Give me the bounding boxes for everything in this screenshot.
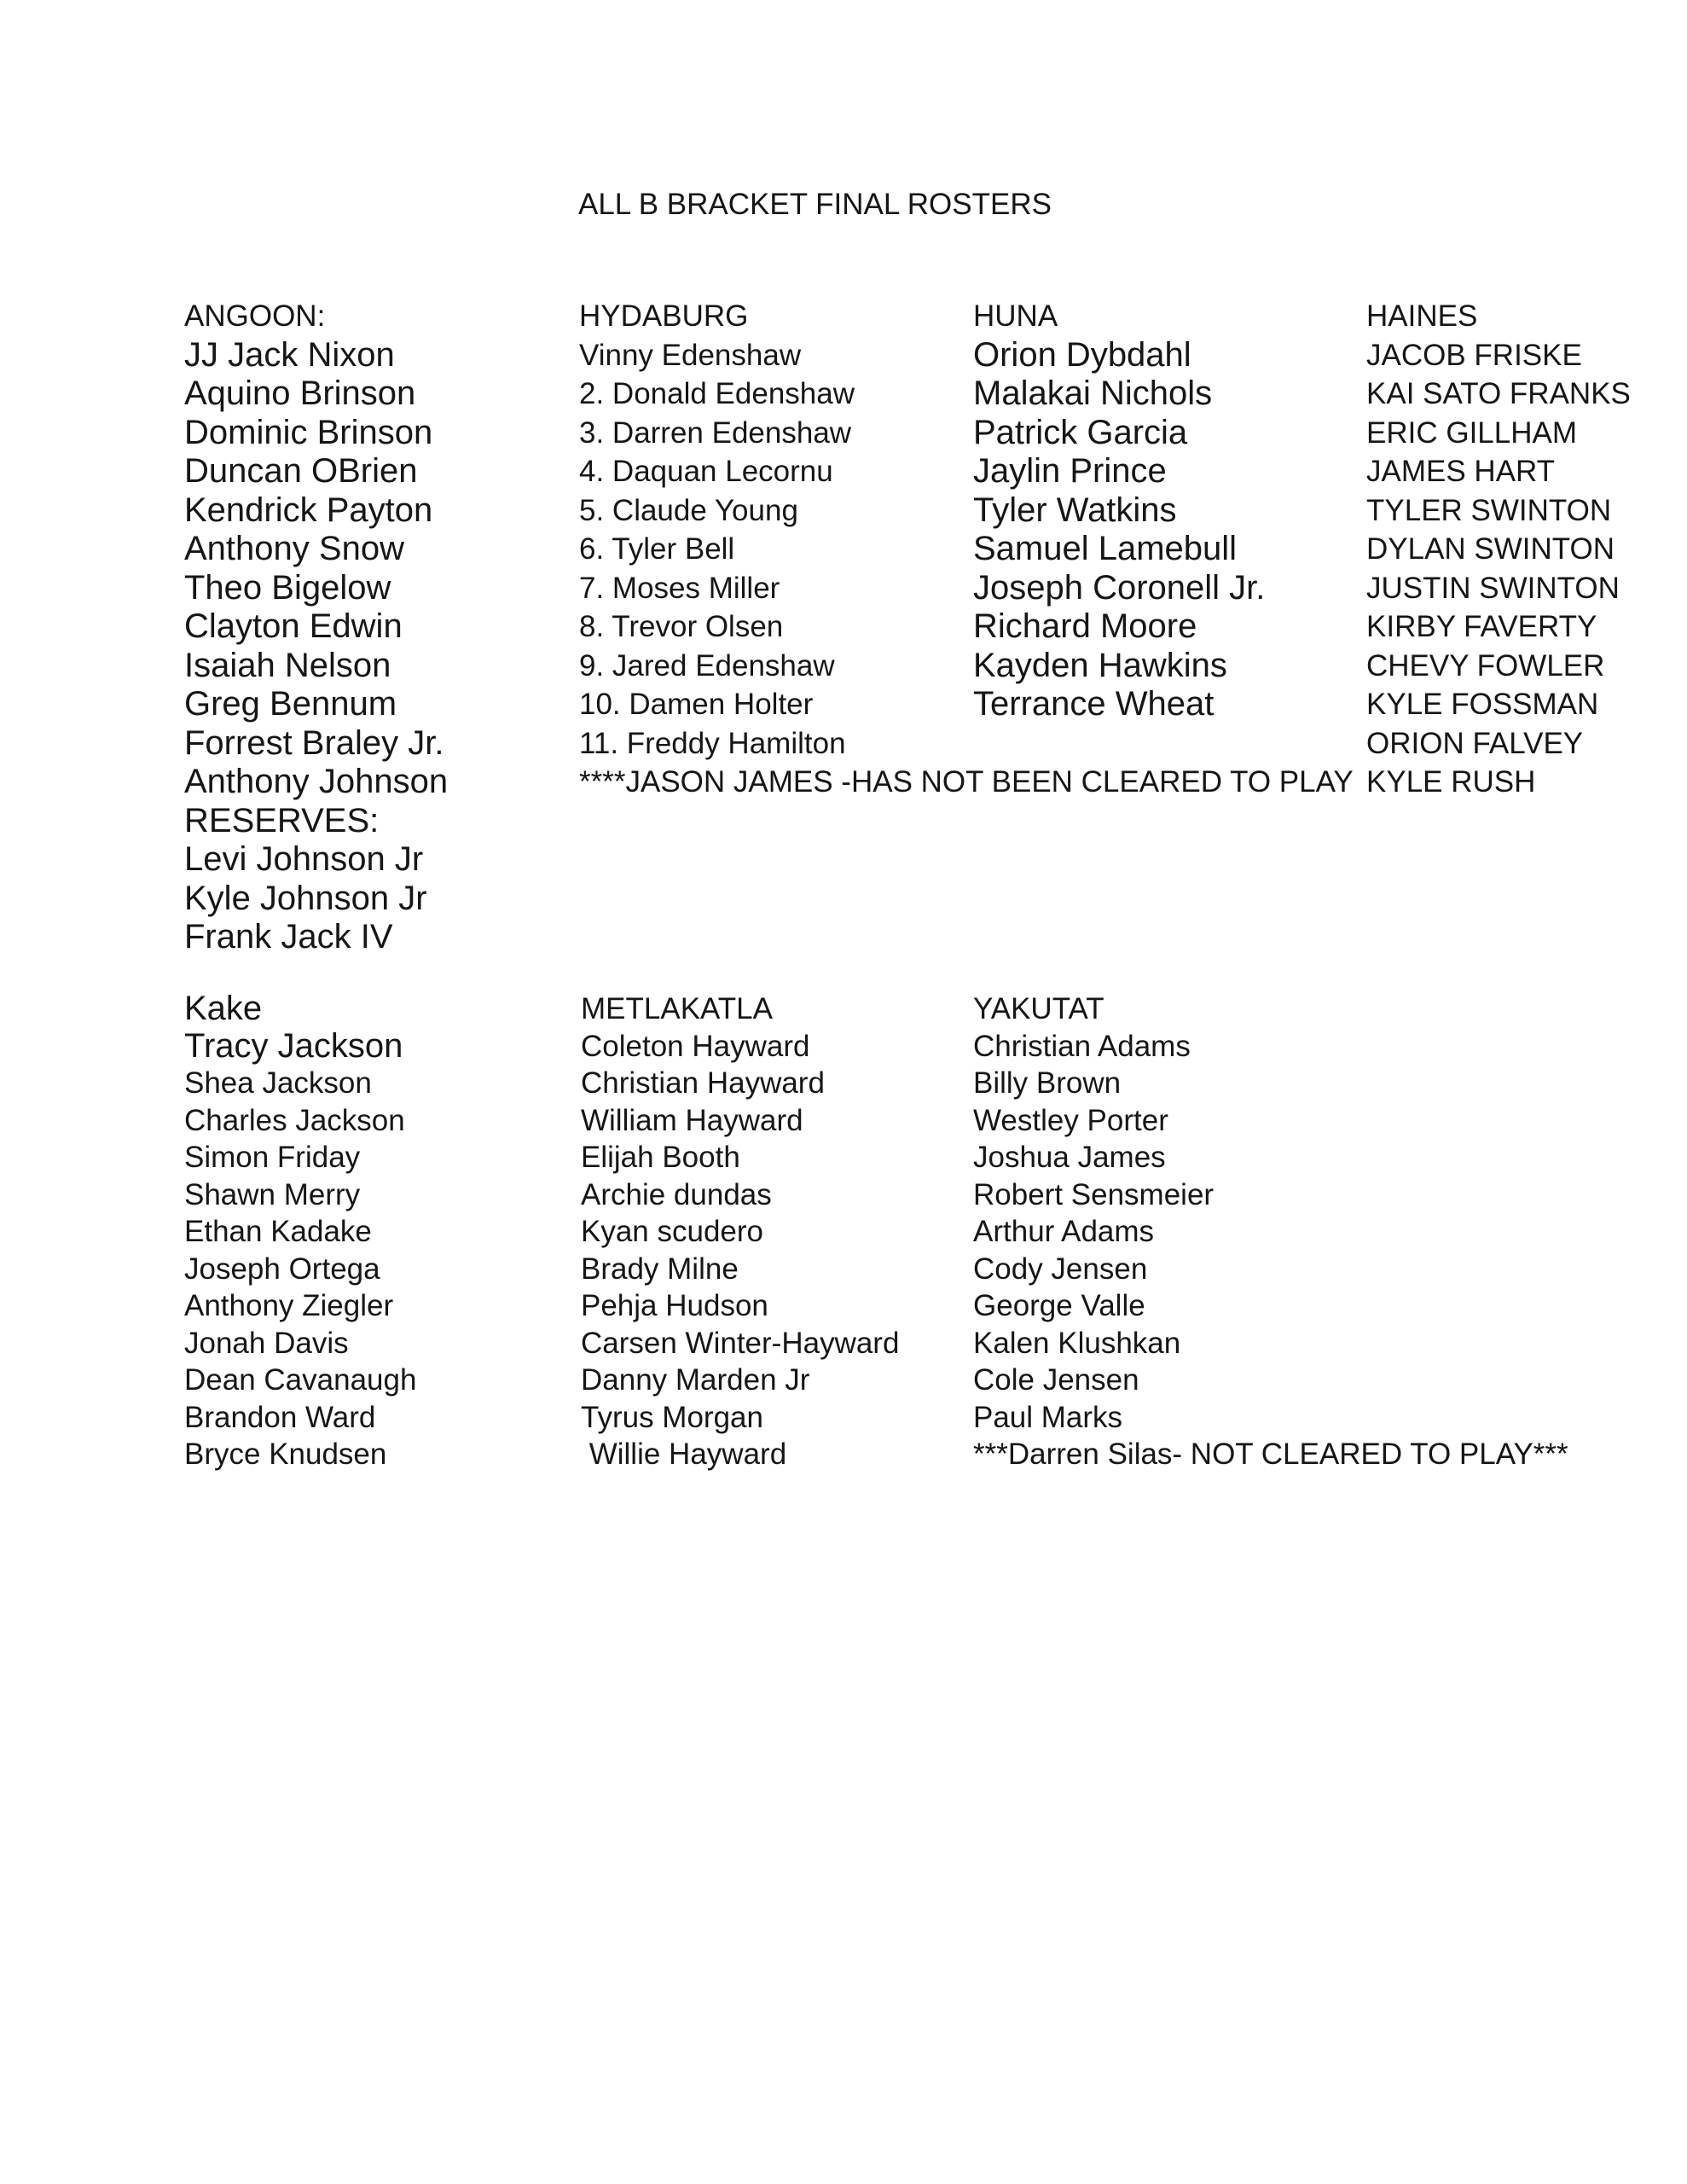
player-name: Kalen Klushkan <box>973 1326 1181 1360</box>
player-name: Bryce Knudsen <box>184 1438 387 1471</box>
player-name: 10. Damen Holter <box>579 688 814 721</box>
player-name: Archie dundas <box>581 1177 772 1211</box>
player-name: JACOB FRISKE <box>1366 338 1582 372</box>
player-name: Ethan Kadake <box>184 1215 372 1248</box>
player-name: 4. Daquan Lecornu <box>579 455 833 488</box>
player-name: Theo Bigelow <box>184 568 391 607</box>
player-name: Willie Hayward <box>581 1438 787 1471</box>
player-name: 2. Donald Edenshaw <box>579 377 855 410</box>
roster-subheader: RESERVES: <box>184 801 380 839</box>
player-name: 3. Darren Edenshaw <box>579 415 852 450</box>
player-name: JUSTIN SWINTON <box>1366 571 1620 605</box>
team-column-kake <box>184 990 416 1473</box>
player-name: Cody Jensen <box>973 1252 1148 1286</box>
player-name: Paul Marks <box>973 1400 1123 1434</box>
player-name: KIRBY FAVERTY <box>1366 610 1597 643</box>
player-name: Westley Porter <box>973 1103 1168 1137</box>
player-name: Billy Brown <box>973 1066 1122 1100</box>
player-name: Jaylin Prince <box>973 452 1167 490</box>
player-name: 8. Trevor Olsen <box>579 610 784 643</box>
player-name: KYLE FOSSMAN <box>1366 688 1599 721</box>
roster-note: ***Darren Silas- NOT CLEARED TO PLAY*** <box>973 1438 1568 1471</box>
team-header-yakutat: YAKUTAT <box>973 992 1104 1025</box>
player-name: Richard Moore <box>973 607 1197 645</box>
player-name: George Valle <box>973 1289 1145 1322</box>
player-name: Joshua James <box>973 1141 1166 1174</box>
player-name: Pehja Hudson <box>581 1289 768 1322</box>
player-name: JAMES HART <box>1366 455 1556 488</box>
player-name: ERIC GILLHAM <box>1366 415 1577 450</box>
player-name: Brady Milne <box>581 1252 739 1286</box>
player-name: JJ Jack Nixon <box>184 335 395 374</box>
player-name: DYLAN SWINTON <box>1366 532 1615 566</box>
player-name: 11. Freddy Hamilton <box>579 726 846 760</box>
player-name: Tyler Watkins <box>973 491 1177 529</box>
player-name: Shawn Merry <box>184 1177 361 1211</box>
player-name: Dean Cavanaugh <box>184 1363 417 1397</box>
player-name: Shea Jackson <box>184 1066 372 1100</box>
player-name: Isaiah Nelson <box>184 646 391 684</box>
player-name: Levi Johnson Jr <box>184 840 424 878</box>
player-name: 7. Moses Miller <box>579 571 780 605</box>
player-name: KYLE RUSH <box>1366 765 1536 799</box>
player-name: Clayton Edwin <box>184 607 403 645</box>
player-name: Forrest Braley Jr. <box>184 723 444 762</box>
team-column-yakutat <box>973 990 1568 1473</box>
player-name: Vinny Edenshaw <box>579 338 802 372</box>
player-name: Greg Bennum <box>184 685 397 723</box>
team-header-hydaburg: HYDABURG <box>579 299 749 333</box>
player-name: 9. Jared Edenshaw <box>579 648 835 682</box>
player-name: Terrance Wheat <box>973 685 1215 723</box>
player-name: Orion Dybdahl <box>973 335 1191 374</box>
player-name: Coleton Hayward <box>581 1029 810 1063</box>
player-name: Tyrus Morgan <box>581 1400 763 1434</box>
roster-note: ****JASON JAMES -HAS NOT BEEN CLEARED TO PLAY <box>579 765 1354 799</box>
player-name: Charles Jackson <box>184 1103 405 1137</box>
player-name: Christian Adams <box>973 1029 1191 1063</box>
player-name: Kyan scudero <box>581 1215 764 1248</box>
player-name: Danny Marden Jr <box>581 1363 810 1397</box>
player-name: Christian Hayward <box>581 1066 825 1100</box>
document-title: ALL B BRACKET FINAL ROSTERS <box>578 188 1052 221</box>
player-name: Malakai Nichols <box>973 375 1213 412</box>
team-header-huna: HUNA <box>973 299 1058 333</box>
team-column-angoon <box>184 297 448 957</box>
player-name: Tracy Jackson <box>184 1026 403 1065</box>
player-name: ORION FALVEY <box>1366 726 1584 760</box>
player-name: TYLER SWINTON <box>1366 493 1612 527</box>
player-name: 5. Claude Young <box>579 493 798 527</box>
player-name: Elijah Booth <box>581 1141 740 1174</box>
player-name: Patrick Garcia <box>973 413 1188 451</box>
player-name: Anthony Johnson <box>184 763 449 800</box>
player-name: CHEVY FOWLER <box>1366 648 1605 682</box>
team-column-metlakatla <box>581 990 899 1473</box>
player-name: Anthony Ziegler <box>184 1289 394 1322</box>
player-name: Dominic Brinson <box>184 413 433 451</box>
player-name: Joseph Coronell Jr. <box>973 568 1266 607</box>
player-name: Frank Jack IV <box>184 918 393 956</box>
team-column-huna <box>973 297 1265 724</box>
team-column-haines <box>1366 297 1631 802</box>
player-name: William Hayward <box>581 1103 803 1137</box>
team-header-haines: HAINES <box>1366 299 1478 333</box>
player-name: Duncan OBrien <box>184 452 418 490</box>
player-name: Brandon Ward <box>184 1400 376 1434</box>
player-name: KAI SATO FRANKS <box>1366 377 1631 410</box>
player-name: 6. Tyler Bell <box>579 532 735 566</box>
player-name: Arthur Adams <box>973 1215 1155 1248</box>
team-header-metlakatla: METLAKATLA <box>581 992 773 1025</box>
team-header-kake: Kake <box>184 990 263 1027</box>
player-name: Robert Sensmeier <box>973 1177 1215 1211</box>
player-name: Aquino Brinson <box>184 375 416 412</box>
player-name: Samuel Lamebull <box>973 530 1238 567</box>
player-name: Simon Friday <box>184 1141 361 1174</box>
player-name: Kayden Hawkins <box>973 646 1227 684</box>
player-name: Cole Jensen <box>973 1363 1139 1397</box>
player-name: Jonah Davis <box>184 1326 349 1360</box>
player-name: Kendrick Payton <box>184 491 433 529</box>
player-name: Carsen Winter-Hayward <box>581 1326 900 1360</box>
player-name: Anthony Snow <box>184 530 404 567</box>
player-name: Kyle Johnson Jr <box>184 879 427 917</box>
player-name: Joseph Ortega <box>184 1252 380 1286</box>
team-header-angoon: ANGOON: <box>184 299 326 333</box>
